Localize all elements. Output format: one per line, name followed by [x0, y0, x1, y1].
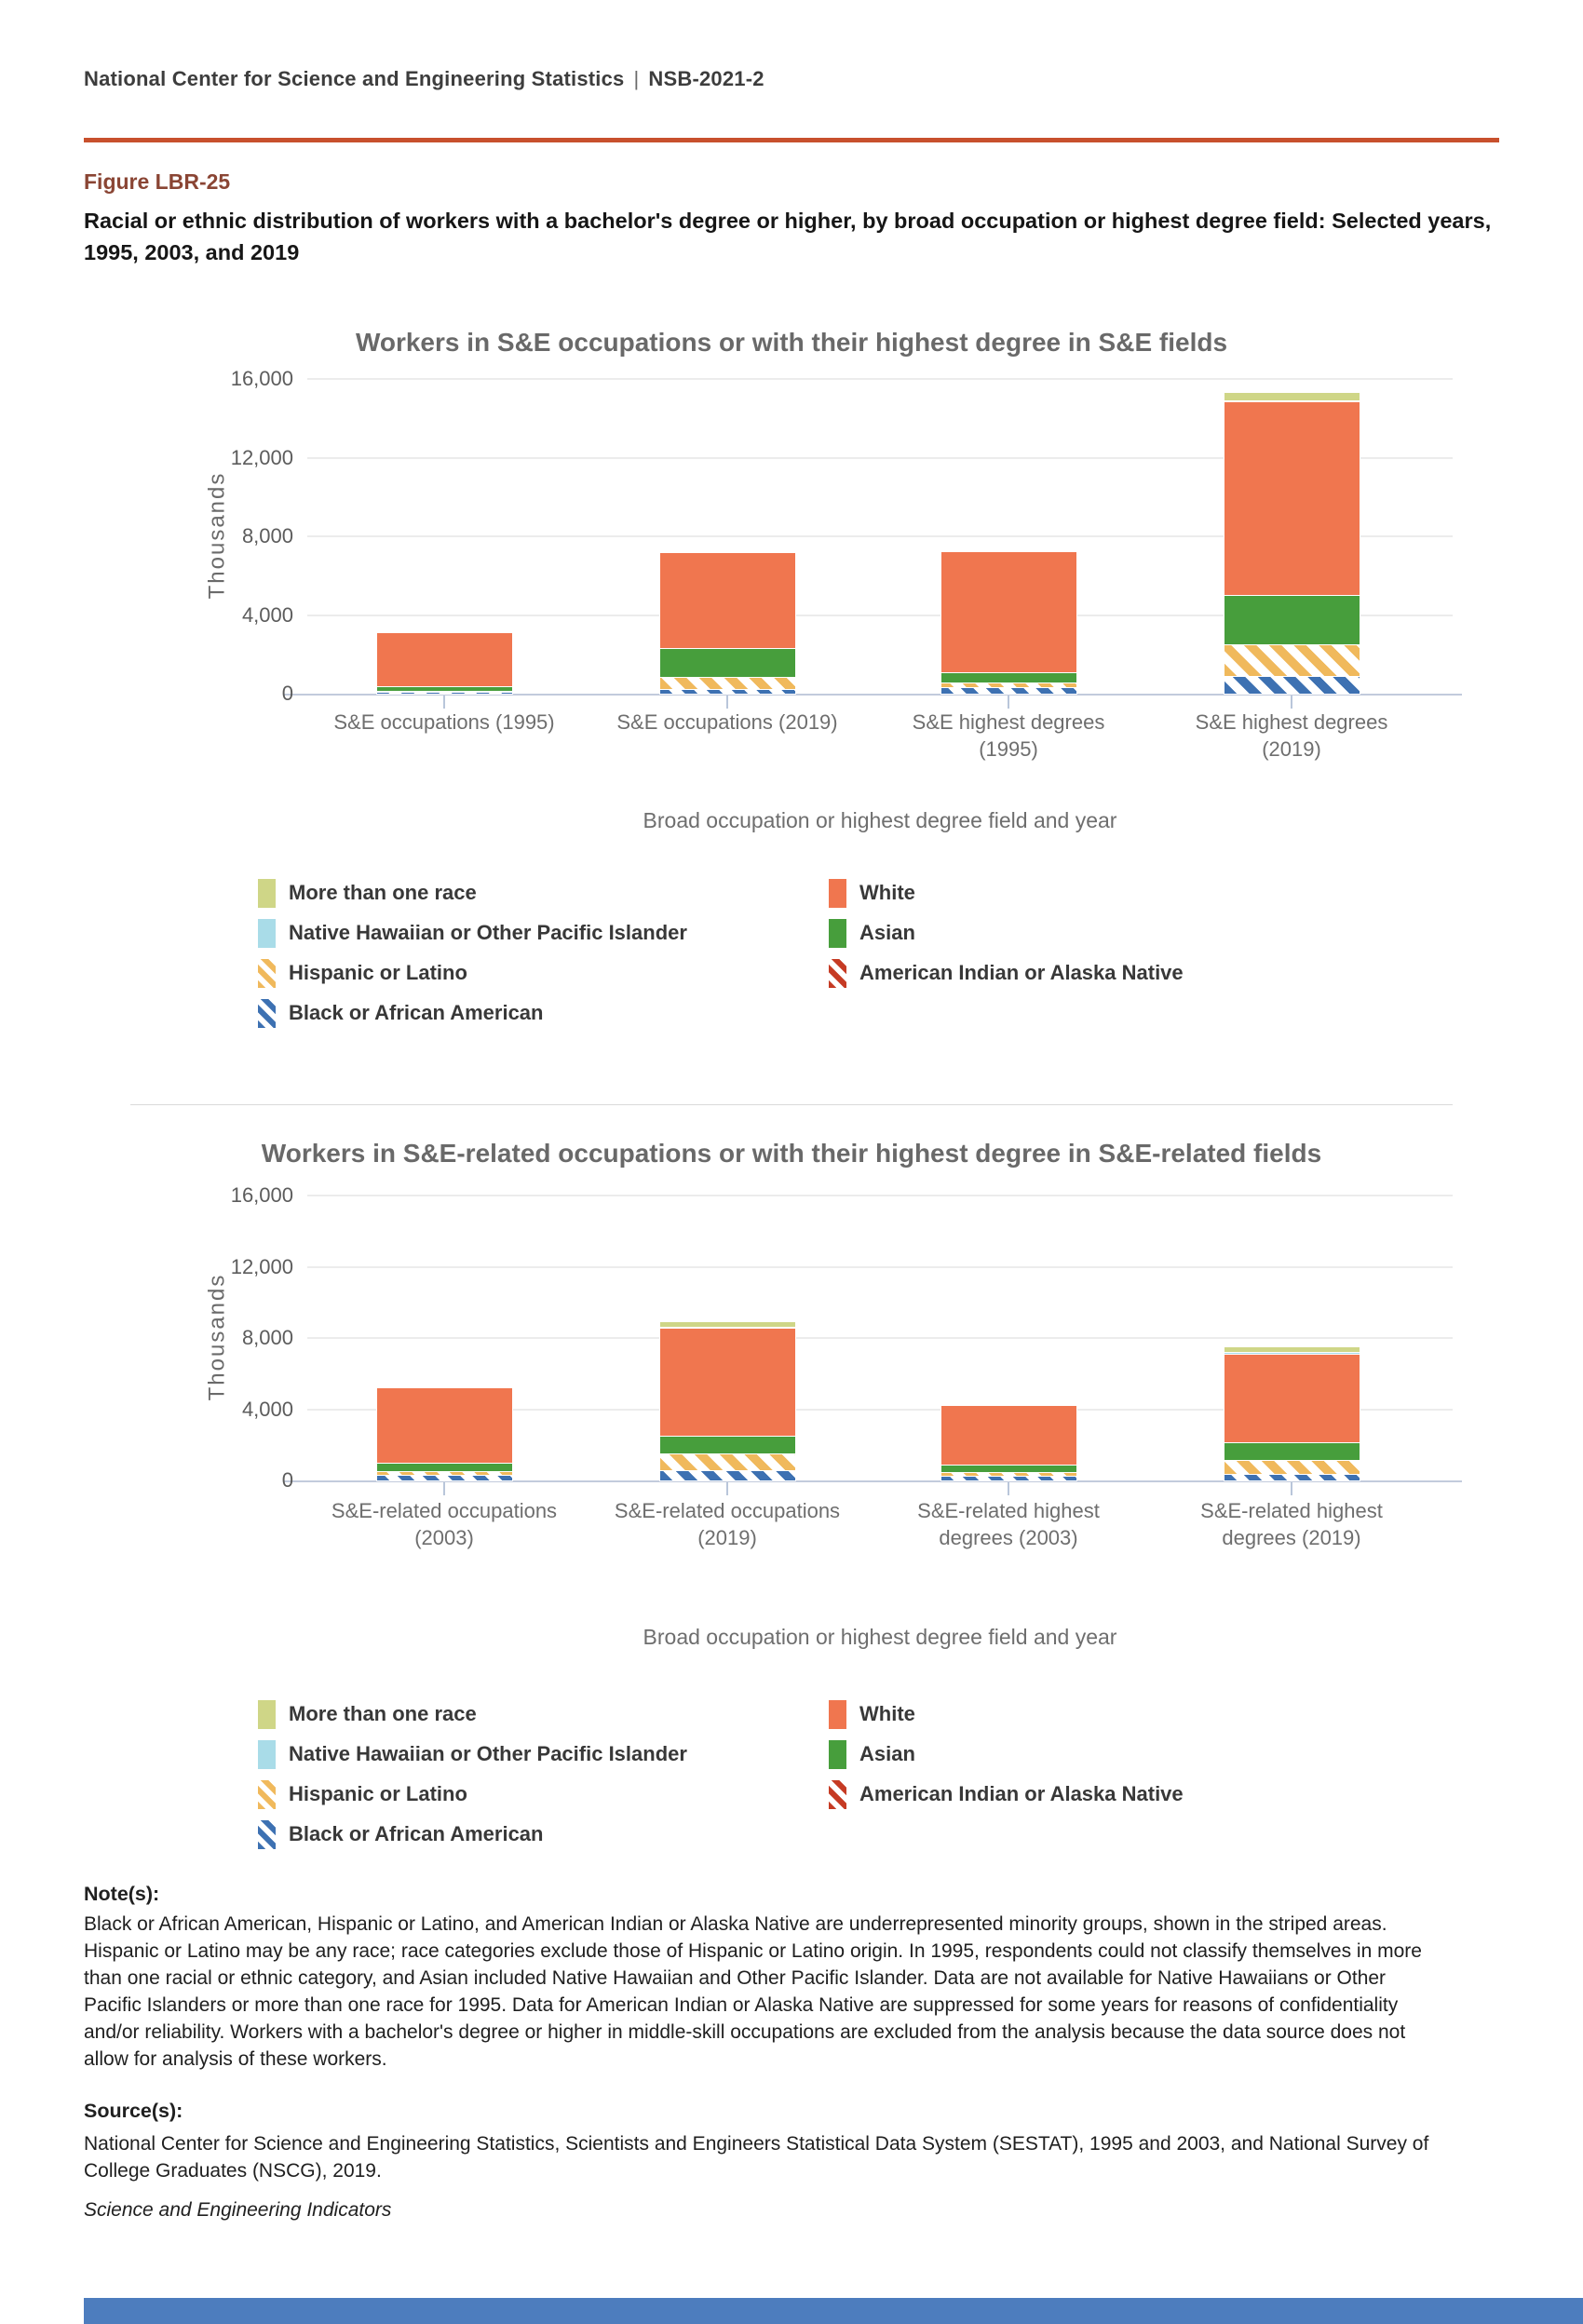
x-axis-title: Broad occupation or highest degree field and year: [643, 808, 1117, 832]
legend-item: [258, 997, 543, 1029]
bar-segment-asian: [660, 1436, 795, 1454]
x-category-label: S&E occupations (2019): [616, 710, 838, 734]
legend-label: More than one race: [289, 1702, 477, 1725]
figure-title: Racial or ethnic distribution of workers with a bachelor's degree or higher, by broad occupation or highest degree field: Selected years, 1995, 2003, and 2019: [84, 209, 1492, 264]
notes-text: Black or African American, Hispanic or Latino, and American Indian or Alaska Native are underrepresented minority groups, shown in the striped areas. Hispanic or Latino may be any race; race categories exclude those of Hispanic or Latino origin. In 1995, respondents could not classify themselves in more than one racial or ethnic category, and Asian included Native Hawaiian and Other Pacific Islander. Data are not available for Native Hawaiians or Other Pacific Islanders or more than one race for 1995. Data for American Indian or Alaska Native are suppressed for some years for reasons of confidentiality and/or reliability. Workers with a bachelor's degree or higher in middle-skill occupations are excluded from the analysis because the data source does not allow for analysis of these workers.: [84, 1913, 1422, 2070]
bar-segment-black: [1224, 676, 1360, 694]
x-axis-line: [284, 1480, 1462, 1482]
x-axis-line: [284, 694, 1462, 696]
bar-segment-asian: [1224, 1442, 1360, 1460]
notes-label: Note(s):: [84, 1883, 160, 1905]
bar-segment-black: [941, 1476, 1076, 1480]
bar-segment-white: [1224, 401, 1360, 595]
bar-segment-white: [377, 633, 512, 686]
legend-swatch-nhpi: [258, 919, 276, 948]
bar-segment-white: [377, 1388, 512, 1463]
y-axis-label: Thousands: [204, 1273, 230, 1401]
bar-segment-more: [1224, 1347, 1360, 1352]
bar-segment-white: [941, 552, 1076, 672]
x-category-label: S&E-related occupations (2019): [614, 1499, 841, 1549]
bar-segment-asian: [377, 1463, 512, 1471]
bar-segment-hispanic: [377, 691, 512, 693]
legend-label: White: [859, 1702, 915, 1725]
legend-swatch-aian: [829, 959, 846, 988]
footer-bar: [84, 2298, 1583, 2324]
x-category-label: S&E-related occupations (2003): [331, 1499, 558, 1549]
legend-item: [829, 957, 1184, 989]
bar-segment-asian: [941, 1465, 1076, 1472]
y-tick-label: 8,000: [241, 524, 293, 547]
x-tick-mark: [443, 1482, 445, 1495]
legend-item: [829, 1738, 915, 1770]
legend-swatch-white: [829, 1700, 846, 1729]
bar-segment-black: [941, 687, 1076, 694]
legend-swatch-black: [258, 999, 276, 1028]
legend-label: More than one race: [289, 881, 477, 904]
legend-item: [258, 877, 477, 909]
report-id: NSB-2021-2: [648, 67, 764, 90]
legend-item: [258, 1738, 687, 1770]
y-tick-label: 0: [281, 682, 293, 705]
legend-label: Black or African American: [289, 1822, 544, 1845]
bar-segment-white: [660, 1328, 795, 1435]
legend-label: American Indian or Alaska Native: [859, 961, 1184, 984]
x-tick-mark: [1008, 696, 1009, 709]
y-tick-label: 0: [281, 1468, 293, 1492]
gridline: [307, 378, 1453, 380]
legend-item: [258, 917, 687, 949]
bar-segment-white: [941, 1406, 1076, 1465]
bar-segment-asian: [1224, 595, 1360, 643]
bar-segment-nhpi: [660, 1327, 795, 1328]
bar-segment-hispanic: [1224, 644, 1360, 676]
page-header: [84, 67, 764, 91]
legend-swatch-nhpi: [258, 1740, 276, 1769]
bar-segment-asian: [660, 648, 795, 677]
legend-swatch-more: [258, 879, 276, 908]
publication-name: Science and Engineering Indicators: [84, 2199, 392, 2221]
bar-segment-black: [660, 689, 795, 694]
bar-segment-white: [660, 553, 795, 648]
bar-segment-hispanic: [1224, 1460, 1360, 1474]
x-axis-title: Broad occupation or highest degree field and year: [643, 1625, 1117, 1649]
bar-segment-more: [660, 1322, 795, 1327]
legend-swatch-black: [258, 1820, 276, 1849]
sources-text: National Center for Science and Engineering Statistics, Scientists and Engineers Statistical Data System (SESTAT), 1995 and 2003, and National Survey of College Graduates (NSCG), 2019.: [84, 2133, 1429, 2182]
bar-segment-white: [1224, 1354, 1360, 1442]
x-tick-mark: [726, 1482, 728, 1495]
legend-swatch-aian: [829, 1780, 846, 1809]
x-category-label: S&E highest degrees (2019): [1195, 710, 1388, 761]
y-tick-label: 4,000: [241, 602, 293, 627]
legend-item: [829, 877, 915, 909]
bar-segment-black: [1224, 1474, 1360, 1480]
sources-label: Source(s):: [84, 2100, 183, 2122]
bar-segment-asian: [941, 672, 1076, 683]
x-tick-mark: [1008, 1482, 1009, 1495]
legend-item: [829, 917, 915, 949]
org-name: National Center for Science and Engineering Statistics: [84, 67, 625, 90]
legend-swatch-hispanic: [258, 1780, 276, 1809]
legend-label: White: [859, 881, 915, 904]
legend-label: Asian: [859, 921, 915, 944]
x-category-label: S&E highest degrees (1995): [912, 710, 1105, 761]
chart-divider: [130, 1104, 1453, 1105]
y-tick-label: 12,000: [230, 1254, 293, 1278]
legend-label: American Indian or Alaska Native: [859, 1782, 1184, 1805]
chart-title: Workers in S&E-related occupations or with their highest degree in S&E-related fields: [261, 1139, 1322, 1168]
figure-label: Figure LBR-25: [84, 169, 231, 194]
x-category-label: S&E-related highest degrees (2019): [1200, 1499, 1383, 1549]
y-tick-label: 16,000: [230, 1183, 293, 1207]
x-tick-mark: [443, 696, 445, 709]
legend-label: Native Hawaiian or Other Pacific Islander: [289, 921, 687, 944]
legend-label: Hispanic or Latino: [289, 1782, 467, 1805]
legend-label: Asian: [859, 1742, 915, 1765]
chart-se-fields: [84, 317, 1499, 1071]
gridline: [307, 1266, 1453, 1268]
gridline: [307, 1337, 1453, 1339]
x-category-label: S&E occupations (1995): [333, 710, 555, 734]
bar-segment-hispanic: [377, 1471, 512, 1475]
gridline: [307, 1195, 1453, 1196]
bar-segment-hispanic: [941, 682, 1076, 687]
y-tick-label: 8,000: [241, 1326, 293, 1349]
legend-swatch-asian: [829, 1740, 846, 1769]
legend-item: [829, 1698, 915, 1730]
header-separator: |: [633, 67, 640, 90]
legend-label: Native Hawaiian or Other Pacific Islander: [289, 1742, 687, 1765]
legend-item: [258, 1778, 467, 1810]
bar-segment-black: [660, 1470, 795, 1480]
legend-swatch-asian: [829, 919, 846, 948]
bar-segment-black: [377, 1475, 512, 1480]
legend-swatch-more: [258, 1700, 276, 1729]
legend-swatch-hispanic: [258, 959, 276, 988]
y-tick-label: 4,000: [241, 1397, 293, 1421]
bar-segment-black: [377, 692, 512, 694]
bar-segment-hispanic: [660, 1453, 795, 1470]
x-category-label: S&E-related highest degrees (2003): [917, 1499, 1100, 1549]
bar-segment-nhpi: [1224, 400, 1360, 401]
y-tick-label: 16,000: [230, 367, 293, 390]
x-tick-mark: [1291, 696, 1292, 709]
legend-label: Black or African American: [289, 1001, 544, 1024]
chart-title: Workers in S&E occupations or with their highest degree in S&E fields: [355, 328, 1228, 357]
legend-swatch-white: [829, 879, 846, 908]
bar-segment-nhpi: [1224, 1352, 1360, 1354]
bar-segment-asian: [377, 686, 512, 691]
header-rule: [84, 138, 1499, 142]
legend-item: [258, 957, 467, 989]
legend-item: [829, 1778, 1184, 1810]
legend-item: [258, 1818, 543, 1850]
bar-segment-more: [1224, 393, 1360, 400]
bar-segment-hispanic: [660, 677, 795, 689]
bar-segment-hispanic: [941, 1472, 1076, 1476]
chart-se-related-fields: [84, 1122, 1499, 1867]
legend-label: Hispanic or Latino: [289, 961, 467, 984]
y-tick-label: 12,000: [230, 445, 293, 469]
x-tick-mark: [1291, 1482, 1292, 1495]
y-axis-label: Thousands: [204, 471, 230, 600]
legend-item: [258, 1698, 477, 1730]
x-tick-mark: [726, 696, 728, 709]
